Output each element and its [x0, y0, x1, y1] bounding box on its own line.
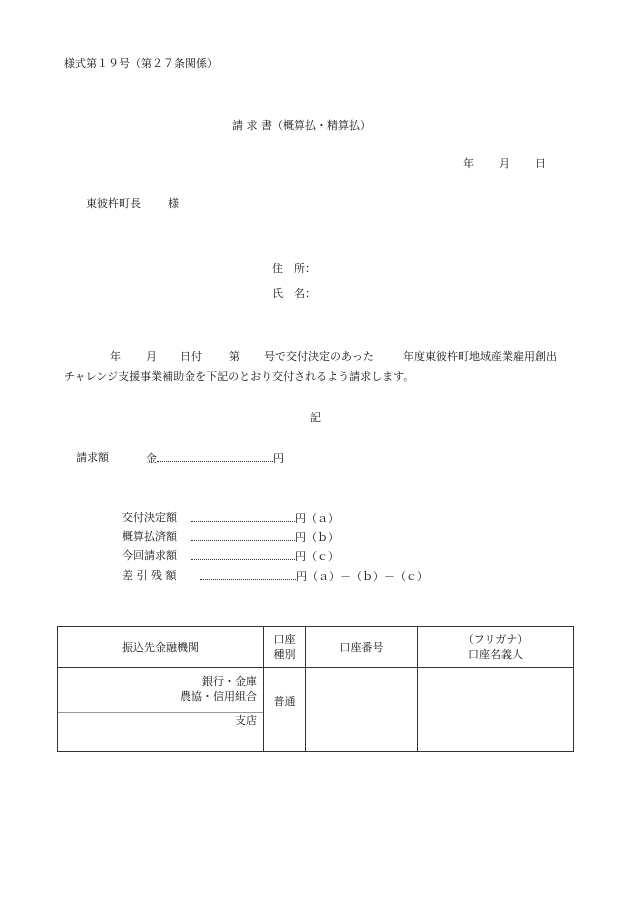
institution-type-bank: 銀行・金庫 [202, 675, 257, 688]
ki-heading: 記 [310, 411, 321, 424]
amount-blank[interactable] [191, 530, 295, 541]
branch-suffix: 支店 [235, 714, 257, 727]
amount-unit: 円（ａ） [295, 512, 339, 525]
amount-label: 差 引 残 額 [122, 569, 177, 582]
body-month-label: 月 [146, 350, 157, 363]
name-label: 氏 名： [272, 287, 316, 300]
institution-cell[interactable] [58, 668, 264, 752]
document-title: 請 求 書（概算払・精算払） [232, 119, 371, 132]
amount-blank[interactable] [191, 549, 295, 560]
institution-name-area[interactable] [58, 668, 263, 713]
body-program-name: 年度東彼杵町地域産業雇用創出 [403, 350, 557, 363]
holder-name-header: 口座名義人 [468, 648, 523, 661]
body-year-label: 年 [110, 350, 121, 363]
amount-unit: 円（ａ）－（ｂ）－（ｃ） [296, 570, 428, 583]
body-dai-label: 第 [229, 350, 240, 363]
request-amount-prefix: 金 [146, 452, 157, 465]
request-amount-blank[interactable] [157, 451, 273, 462]
addressee-honorific: 様 [168, 197, 179, 210]
request-amount-unit: 円 [273, 452, 284, 465]
account-type-value: 普通 [273, 694, 296, 708]
form-number: 様式第１９号（第２７条関係） [64, 57, 218, 70]
institution-type-coop: 農協・信用組合 [180, 690, 257, 703]
account-holder-cell[interactable] [418, 668, 574, 752]
amount-unit: 円（ｂ） [295, 531, 339, 544]
account-type-cell[interactable] [264, 668, 306, 752]
account-type-header [264, 627, 306, 668]
date-month-label: 月 [499, 157, 510, 170]
institution-header: 振込先金融機関 [58, 627, 264, 668]
account-type-header-line1: 口座 [273, 633, 296, 646]
amount-field[interactable] [191, 549, 339, 564]
account-number-cell[interactable] [306, 668, 418, 752]
addressee-name: 東彼杵町長 [86, 197, 141, 210]
branch-area[interactable] [58, 713, 263, 751]
amount-field[interactable] [191, 511, 339, 526]
amount-label: 概算払済額 [122, 530, 177, 543]
date-year-label: 年 [463, 157, 474, 170]
body-decision-text: 号で交付決定のあった [264, 350, 374, 363]
date-day-label: 日 [535, 157, 546, 170]
request-amount-field[interactable] [146, 451, 284, 466]
address-label: 住 所： [272, 262, 316, 275]
request-amount-label: 請求額 [76, 451, 109, 464]
holder-kana-header: （フリガナ） [462, 633, 529, 646]
table-header-row [58, 627, 574, 668]
amount-unit: 円（ｃ） [295, 550, 339, 563]
account-number-header: 口座番号 [306, 627, 418, 668]
holder-header [418, 627, 574, 668]
body-day-label: 日付 [180, 350, 202, 363]
amount-field[interactable] [191, 530, 339, 545]
amount-label: 今回請求額 [122, 549, 177, 562]
account-type-header-line2: 種別 [273, 648, 296, 661]
bank-account-table [57, 626, 574, 752]
amount-blank[interactable] [191, 511, 295, 522]
body-request-text: チャレンジ支援事業補助金を下記のとおり交付されるよう請求します。 [64, 370, 415, 383]
amount-label: 交付決定額 [122, 511, 177, 524]
amount-blank[interactable] [200, 569, 296, 580]
amount-field[interactable] [200, 569, 428, 584]
table-body-row [58, 668, 574, 752]
